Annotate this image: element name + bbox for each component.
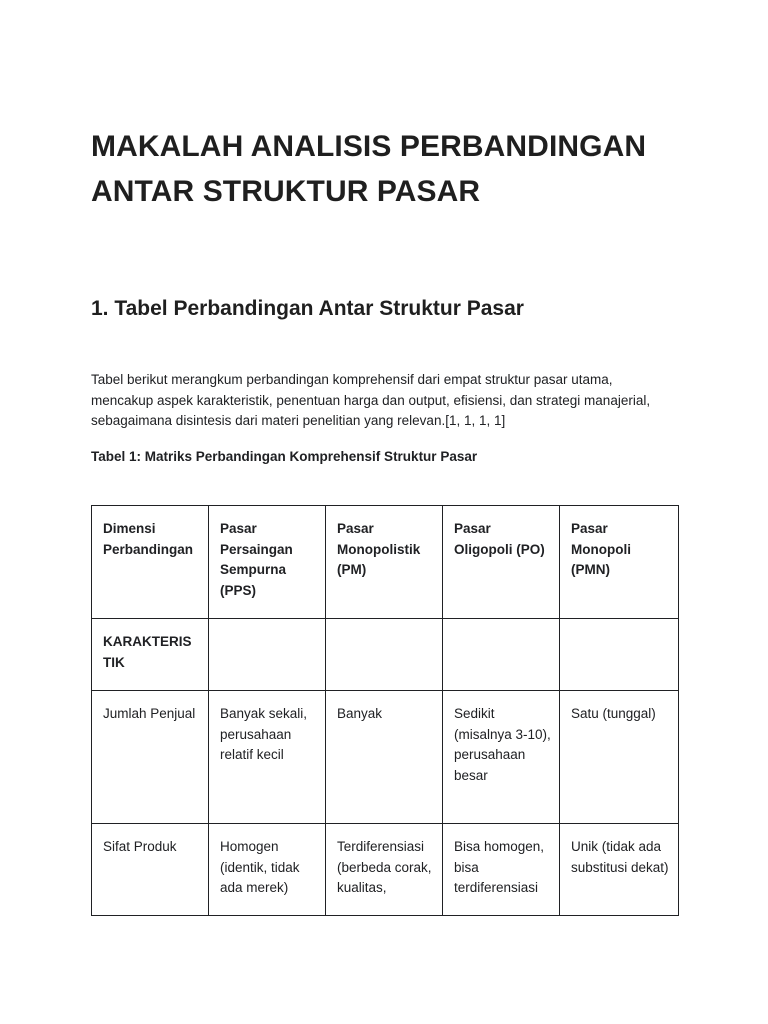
table-section-row (92, 619, 679, 691)
table-row (92, 824, 679, 916)
table-cell (443, 619, 560, 691)
intro-line-1: Tabel berikut merangkum perbandingan komprehensif dari empat struktur pasar utama, (91, 372, 613, 387)
header-cell-pps: Pasar Persaingan Sempurna (PPS) (209, 506, 326, 619)
table-cell: Banyak (326, 691, 443, 824)
table-cell: Terdiferensiasi (berbeda corak, kualitas, (326, 824, 443, 916)
table-cell (326, 619, 443, 691)
table-cell: Sedikit (misalnya 3-10), perusahaan besar (443, 691, 560, 824)
table-cell: Sifat Produk (92, 824, 209, 916)
intro-line-2: mencakup aspek karakteristik, penentuan harga dan output, efisiensi, dan strategi manajerial, (91, 392, 651, 408)
header-cell-pm: Pasar Monopolistik (PM) (326, 506, 443, 619)
section-label-cell: KARAKTERIS TIK (92, 619, 209, 691)
table-row (92, 691, 679, 824)
document-title (91, 124, 691, 214)
title-line-2: ANTAR STRUKTUR PASAR (91, 175, 481, 208)
table-cell: Homogen (identik, tidak ada merek) (209, 824, 326, 916)
comparison-table (91, 505, 679, 916)
table-cell: Bisa homogen, bisa terdiferensiasi (443, 824, 560, 916)
table-cell (560, 619, 679, 691)
header-cell-pmn: Pasar Monopoli (PMN) (560, 506, 679, 619)
header-cell-dimension: Dimensi Perbandingan (92, 506, 209, 619)
header-cell-po: Pasar Oligopoli (PO) (443, 506, 560, 619)
intro-line-3: sebagaimana disintesis dari materi penelitian yang relevan.[1, 1, 1, 1] (91, 413, 506, 428)
table-cell: Jumlah Penjual (92, 691, 209, 824)
table-caption: Tabel 1: Matriks Perbandingan Komprehensif Struktur Pasar (91, 449, 478, 464)
table-header-row (92, 506, 679, 619)
intro-paragraph (91, 370, 691, 432)
table-cell: Satu (tunggal) (560, 691, 679, 824)
table-cell: Banyak sekali, perusahaan relatif kecil (209, 691, 326, 824)
section-heading: 1. Tabel Perbandingan Antar Struktur Pasar (91, 297, 524, 320)
table-cell: Unik (tidak ada substitusi dekat) (560, 824, 679, 916)
title-line-1: MAKALAH ANALISIS PERBANDINGAN (91, 130, 647, 163)
table-cell (209, 619, 326, 691)
